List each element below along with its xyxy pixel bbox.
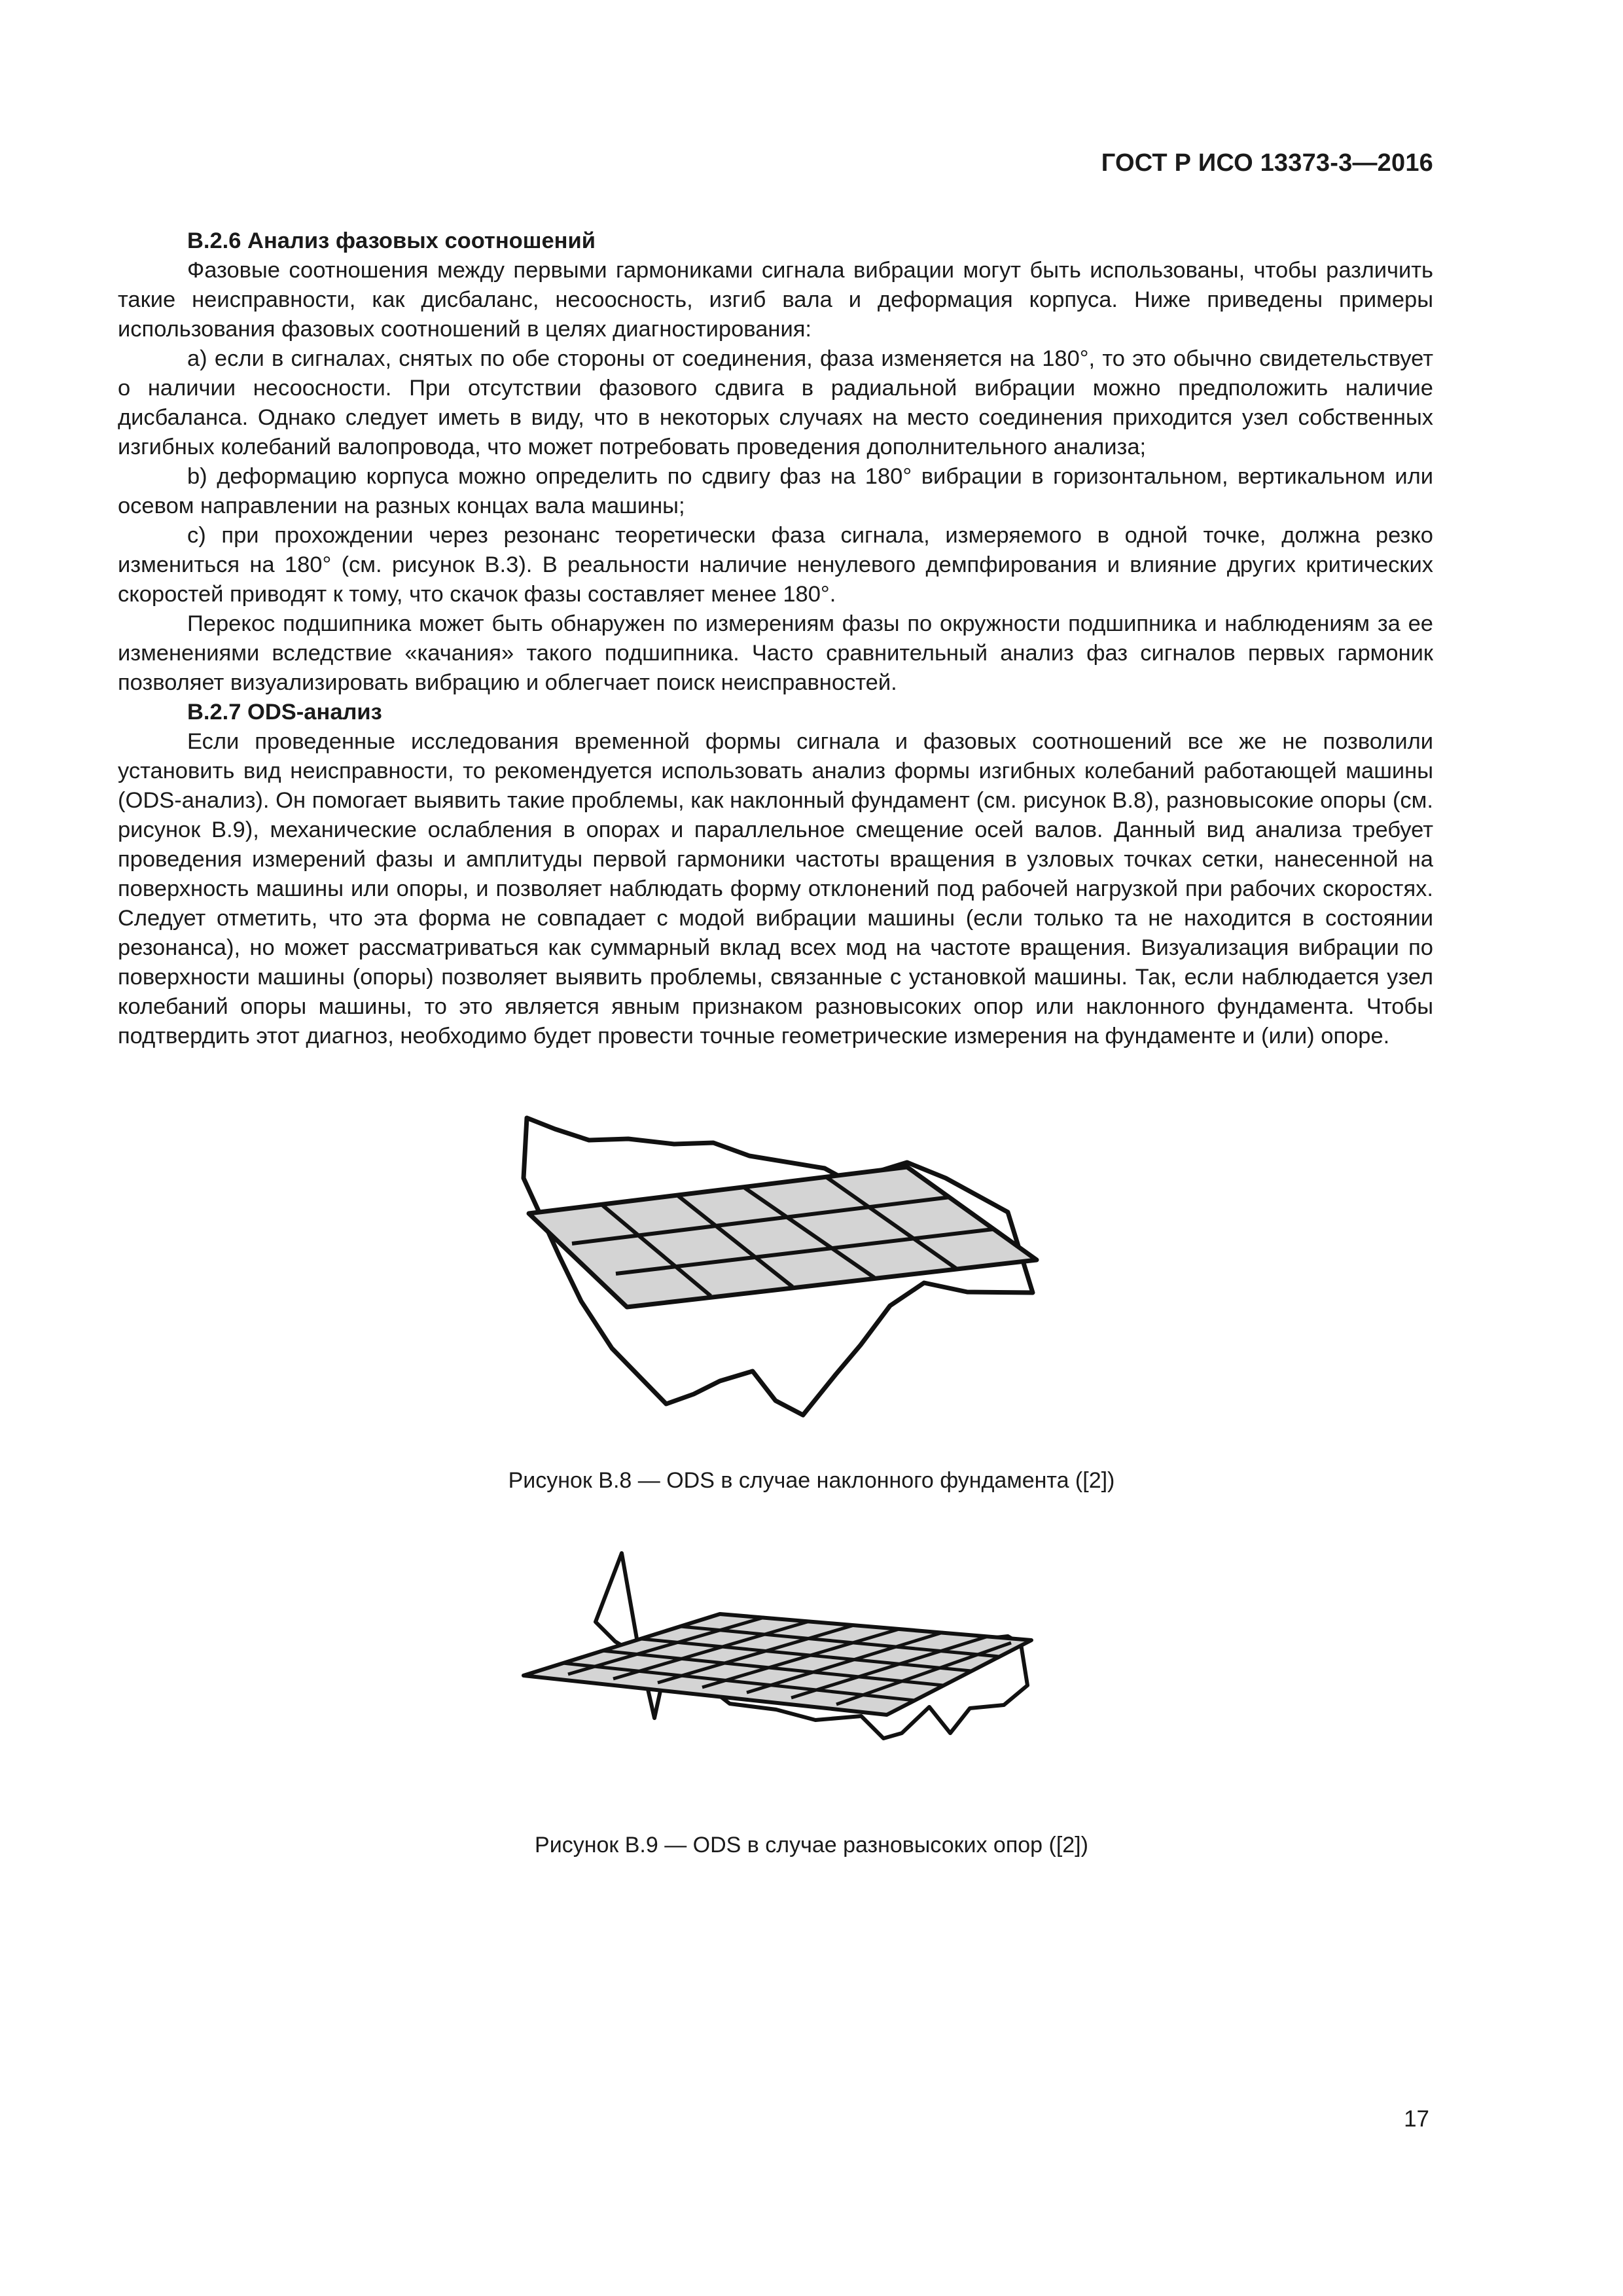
section-heading-b26: B.2.6 Анализ фазовых соотношений bbox=[187, 228, 596, 253]
document-body bbox=[118, 226, 1433, 1051]
paragraph: Перекос подшипника может быть обнаружен по измерениям фазы по окружности подшипника и наблюдениям за ее изменениями вследствие «качания» такого подшипника. Часто сравнительный анализ фаз сигналов первых гармоник позволяет визуализировать вибрацию и облегчает поиск неисправностей. bbox=[118, 611, 1433, 695]
figure-b8-tilted-foundation bbox=[510, 1100, 1047, 1440]
figure-b8-caption: Рисунок B.8 — ODS в случае наклонного фундамента ([2]) bbox=[508, 1468, 1115, 1493]
section-heading-b27: B.2.7 ODS-анализ bbox=[187, 700, 382, 725]
paragraph: Фазовые соотношения между первыми гармониками сигнала вибрации могут быть использованы, чтобы различить такие неисправности, как дисбаланс, несоосность, изгиб вала и деформация корпуса. Ниже приведены примеры использования фазовых соотношений в целях диагностирования: bbox=[118, 258, 1433, 342]
figure-b9-caption: Рисунок B.9 — ODS в случае разновысоких опор ([2]) bbox=[535, 1833, 1088, 1857]
figure-b9-drawing bbox=[510, 1538, 1047, 1774]
figure-b9-uneven-supports bbox=[510, 1538, 1047, 1774]
list-item-c: c) при прохождении через резонанс теоретически фаза сигнала, измеряемого в одной точке, должна резко измениться на 180° (см. рисунок B.3). В реальности наличие ненулевого демпфирования и влияние других критических скоростей приводят к тому, что скачок фазы составляет менее 180°. bbox=[118, 523, 1433, 607]
document-header: ГОСТ Р ИСО 13373-3—2016 bbox=[1101, 149, 1433, 177]
figure-b8-drawing bbox=[510, 1100, 1047, 1440]
list-item-b: b) деформацию корпуса можно определить по сдвигу фаз на 180° вибрации в горизонтальном, вертикальном или осевом направлении на разных концах вала машины; bbox=[118, 464, 1433, 518]
list-item-a: a) если в сигналах, снятых по обе стороны от соединения, фаза изменяется на 180°, то это обычно свидетельствует о наличии несоосности. При отсутствии фазового сдвига в радиальной вибрации можно предположить наличие дисбаланса. Однако следует иметь в виду, что в некоторых случаях на место соединения приходится узел собственных изгибных колебаний валопровода, что может потребовать проведения дополнительного анализа; bbox=[118, 346, 1433, 459]
page-number: 17 bbox=[1404, 2106, 1429, 2132]
paragraph: Если проведенные исследования временной формы сигнала и фазовых соотношений все же не позволили установить вид неисправности, то рекомендуется использовать анализ формы изгибных колебаний работающей машины (ODS-анализ). Он помогает выявить такие проблемы, как наклонный фундамент (см. рисунок B.8), разновысокие опоры (см. рисунок B.9), механические ослабления в опорах и параллельное смещение осей валов. Данный вид анализа требует проведения измерений фазы и амплитуды первой гармоники частоты вращения в узловых точках сетки, нанесенной на поверхность машины или опоры, и позволяет наблюдать форму отклонений под рабочей нагрузкой при рабочих скоростях. Следует отметить, что эта форма не совпадает с модой вибрации машины (если только та не находится в состоянии резонанса), но может рассматриваться как суммарный вклад всех мод на частоте вращения. Визуализация вибрации по поверхности машины (опоры) позволяет выявить проблемы, связанные с установкой машины. Так, если наблюдается узел колебаний опоры машины, то это является явным признаком разновысоких опор или наклонного фундамента. Чтобы подтвердить этот диагноз, необходимо будет провести точные геометрические измерения на фундаменте и (или) опоре. bbox=[118, 729, 1433, 1049]
